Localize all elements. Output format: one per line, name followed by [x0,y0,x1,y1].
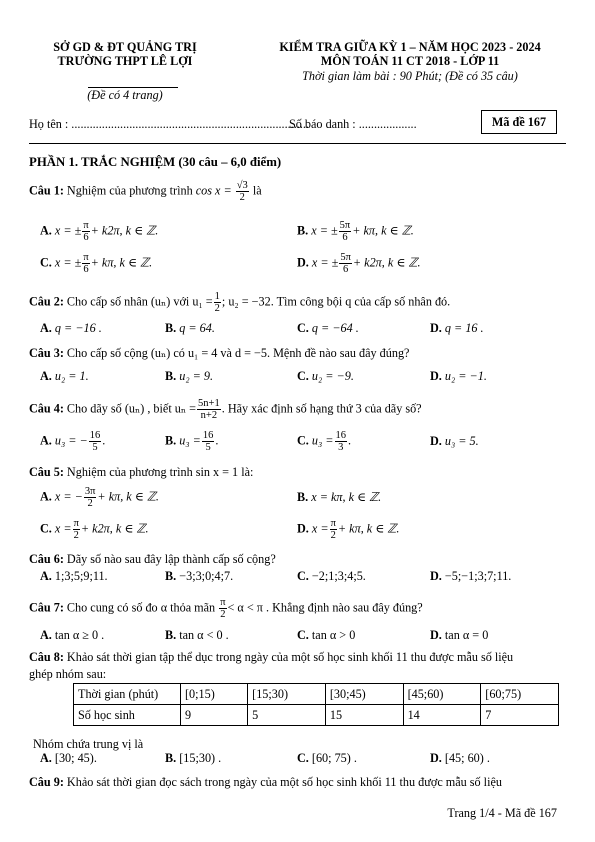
option-d: D. tan α = 0 [430,628,489,642]
option-c: C. tan α > 0 [297,628,356,642]
question-text: Nghiệm của phương trình [66,183,193,198]
option-d: D. q = 16 . [430,321,484,335]
option-c: C. q = −64 . [297,321,359,335]
option-b: B. [15;30) . [165,751,222,765]
option-d: D. u₂ = −1. [430,369,487,383]
exam-code-box [481,110,557,134]
math-expr: cos x = [195,183,232,198]
option-b: B. tan α < 0 . [165,628,229,642]
question-4: Câu 4: Cho dãy số (uₙ) , biết uₙ = $\frac{5n+1}{n+2}$ . Hãy xác định số hạng thứ 3 của dãy số? [29,398,422,422]
option-a: A. u₂ = 1. [40,369,89,383]
question-6: Câu 6: Dãy số nào sau đây lập thành cấp số cộng? [29,552,276,566]
option-a: A. 1;3;5;9;11. [40,569,108,583]
option-d: D. −5;−1;3;7;11. [430,569,512,583]
page-footer: Trang 1/4 - Mã đề 167 [447,806,557,820]
question-label: Câu 1: [29,183,64,198]
exam-title: KIỂM TRA GIỮA KỲ 1 – NĂM HỌC 2023 - 2024 [279,40,541,54]
question-1 [29,180,262,203]
fraction: $\frac{√3}{2}$ [236,180,248,204]
question-9: Câu 9: Khảo sát thời gian đọc sách trong ngày của một số học sinh khối 11 thu được mẫu số liệu [29,775,502,789]
department-name: SỞ GD & ĐT QUẢNG TRỊ [53,40,197,54]
option-d: D. u₃ = 5. [430,434,479,448]
question-5: Câu 5: Nghiệm của phương trình sin x = 1 là: [29,465,254,479]
option-d: D. x = ± $\frac{5\pi}{6}$ + k2π, k ∈ ℤ. [297,252,421,276]
subject-title: MÔN TOÁN 11 CT 2018 - LỚP 11 [320,54,500,68]
option-a: A. tan α ≥ 0 . [40,628,105,642]
section-title: PHẦN 1. TRẮC NGHIỆM (30 câu – 6,0 điểm) [29,155,282,169]
option-a: A. u₃ = − $\frac{16}{5}$ . [40,430,106,454]
option-c: C. u₃ = $\frac{16}{3}$ . [297,430,352,454]
option-a: A. x = ± $\frac{\pi}{6}$ + k2π, k ∈ ℤ. [40,220,159,244]
option-c: C. x = ± $\frac{\pi}{6}$ + kπ, k ∈ ℤ. [40,252,153,276]
question-8: Câu 8: Khảo sát thời gian tập thể dục trong ngày của một số học sinh khối 11 thu được mẫu số liệu [29,650,514,664]
option-b: B. q = 64. [165,321,215,335]
pages-note: (Đề có 4 trang) [87,88,163,102]
option-d: D. x = $\frac{\pi}{2}$ + kπ, k ∈ ℤ. [297,518,400,542]
question-3: Câu 3: Cho cấp số cộng (uₙ) có u₁ = 4 và d = −5. Mệnh đề nào sau đây đúng? [29,346,410,360]
option-c: C. [60; 75) . [297,751,357,765]
school-name: TRƯỜNG THPT LÊ LỢI [57,54,193,68]
option-d: D. [45; 60) . [430,751,490,765]
option-a: A. [30; 45). [40,751,97,765]
question-7: Câu 7: Cho cung có số đo α thỏa mãn $\frac{\pi}{2}$ < α < π . Khẳng định nào sau đây đúng? [29,597,423,621]
option-b: B. u₃ = $\frac{16}{5}$ . [165,430,219,454]
question-2: Câu 2: Cho cấp số nhân (uₙ) với u₁ = $\frac{1}{2}$ ; u₂ = −32. Tìm công bội q của cấp số nhân đó. [29,291,451,315]
option-c: C. x = $\frac{\pi}{2}$ + k2π, k ∈ ℤ. [40,518,149,542]
time-note: Thời gian làm bài : 90 Phút; (Đề có 35 câu) [302,69,518,83]
option-c: C. −2;1;3;4;5. [297,569,366,583]
table-row: Thời gian (phút) [0;15) [15;30) [30;45) [45;60) [60;75) [74,684,559,705]
header-divider [29,143,566,144]
exam-code: Mã đề 167 [491,115,547,129]
option-b: B. x = kπ, k ∈ ℤ. [297,490,382,504]
option-a: A. q = −16 . [40,321,102,335]
option-b: B. −3;3;0;4;7. [165,569,234,583]
candidate-id-field: Số báo danh : ................... [289,117,417,131]
name-field: Họ tên : .............................................................................. [29,117,309,131]
table-row: Số học sinh 9 5 15 14 7 [74,705,559,726]
option-b: B. u₂ = 9. [165,369,214,383]
option-b: B. x = ± $\frac{5\pi}{6}$ + kπ, k ∈ ℤ. [297,220,414,244]
data-table [73,683,559,726]
option-c: C. u₂ = −9. [297,369,354,383]
question-8-cont: ghép nhóm sau: [29,667,107,681]
question-tail: là [252,183,262,198]
question-8-prompt: Nhóm chứa trung vị là [33,737,144,751]
option-a: A. x = − $\frac{3\pi}{2}$ + kπ, k ∈ ℤ. [40,486,159,510]
